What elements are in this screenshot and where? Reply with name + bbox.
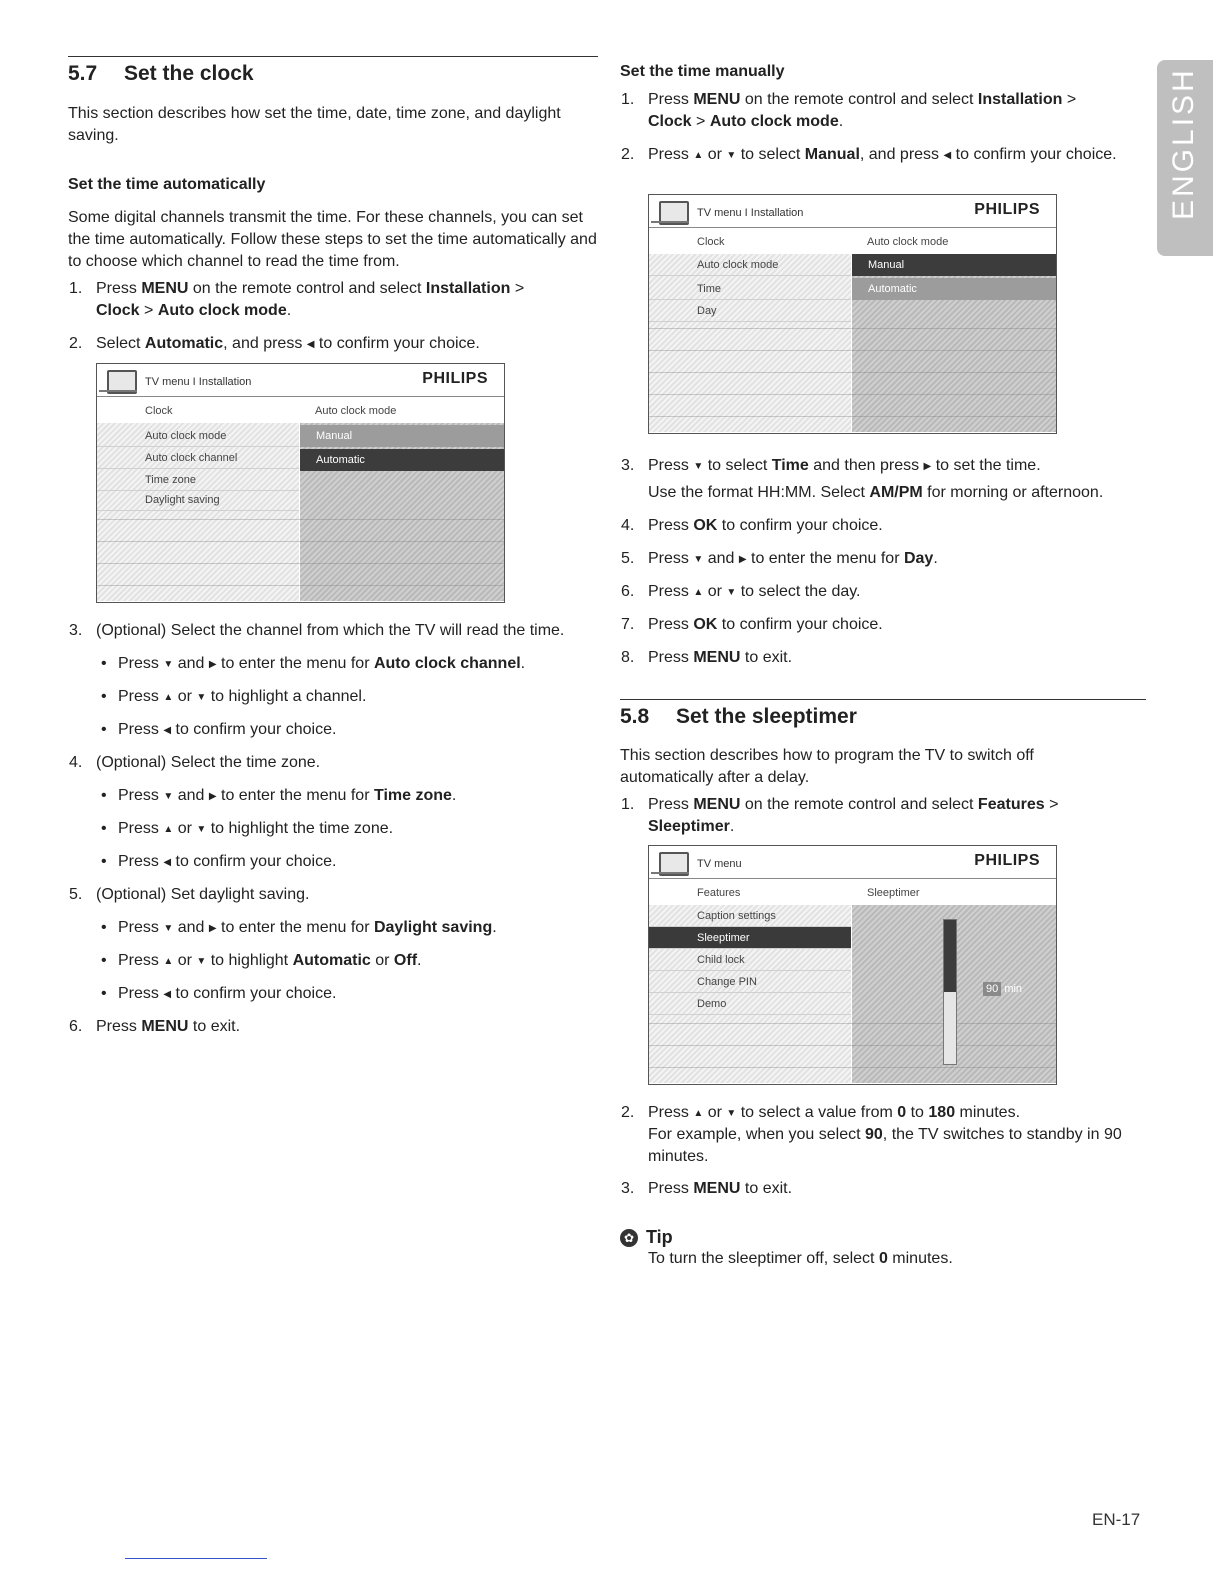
section-title-5-7: 5.7 Set the clock: [68, 62, 254, 85]
page-number: EN-17: [1092, 1510, 1141, 1529]
manual-step-8: 8. Press MENU to exit.: [621, 649, 793, 666]
sleep-step-3: 3. Press MENU to exit.: [621, 1180, 793, 1197]
menu-title: TV menu I Installation: [697, 207, 804, 219]
sleep-step-2-note: For example, when you select 90, the TV switches to standby in 90 minutes.: [648, 1126, 1122, 1165]
subheading-manual: Set the time manually: [620, 63, 785, 80]
auto-step-6: 6. Press MENU to exit.: [69, 1018, 241, 1035]
sleeptimer-slider: [943, 919, 957, 1065]
sleeptimer-slider-fill: [944, 920, 956, 992]
auto-step-4: 4. (Optional) Select the time zone.: [69, 754, 321, 771]
language-side-tab-label: ENGLISH: [1167, 67, 1200, 220]
auto-step-3: 3. (Optional) Select the channel from which the TV will read the time.: [69, 622, 565, 639]
menu-option-selected: Manual: [852, 254, 1056, 276]
bullet: • Press ▼ and ▶ to enter the menu for Auto clock channel.: [101, 655, 526, 672]
section-intro: This section describes how to program the TV to switch off automatically after a delay.: [620, 747, 1034, 786]
auto-step-5: 5. (Optional) Set daylight saving.: [69, 886, 310, 903]
auto-intro: Some digital channels transmit the time. For these channels, you can set the time automatically. Follow these steps to set the time automatically and to choose which channel to read the time from.: [68, 209, 597, 270]
menu-col-1: Clock: [145, 405, 173, 417]
menu-item: Daylight saving: [97, 489, 299, 511]
bullet: • Press ◀ to confirm your choice.: [101, 721, 337, 738]
manual-step-5: 5. Press ▼ and ▶ to enter the menu for Day.: [621, 550, 938, 567]
menu-col-1: Clock: [697, 236, 725, 248]
menu-item: Auto clock mode: [97, 425, 299, 447]
bullet: • Press ▲ or ▼ to highlight a channel.: [101, 688, 367, 705]
bullet: • Press ◀ to confirm your choice.: [101, 853, 337, 870]
manual-step-4: 4. Press OK to confirm your choice.: [621, 517, 883, 534]
menu-item: Demo: [649, 993, 851, 1015]
menu-col-2: Auto clock mode: [867, 236, 949, 248]
menu-option: Automatic: [852, 278, 1056, 300]
bullet: • Press ▼ and ▶ to enter the menu for Daylight saving.: [101, 919, 497, 936]
menu-item: Caption settings: [649, 905, 851, 927]
tip-icon: ✿: [620, 1229, 638, 1247]
subheading-auto: Set the time automatically: [68, 176, 266, 193]
menu-col-2: Sleeptimer: [867, 887, 920, 899]
bullet: • Press ▲ or ▼ to highlight Automatic or Off.: [101, 952, 422, 969]
section-intro: This section describes how set the time, date, time zone, and daylight saving.: [68, 105, 561, 144]
menu-item: Auto clock channel: [97, 447, 299, 469]
auto-step-2: 2. Select Automatic, and press ◀ to confirm your choice.: [69, 335, 480, 352]
section-title-5-8: 5.8 Set the sleeptimer: [620, 705, 857, 728]
menu-col-1: Features: [697, 887, 741, 899]
menu-item-selected: Sleeptimer: [649, 927, 851, 949]
sleeptimer-value: 90 min: [983, 983, 1022, 995]
tip-heading: Tip: [646, 1227, 673, 1247]
menu-item: Time: [649, 278, 851, 300]
bullet: • Press ▼ and ▶ to enter the menu for Time zone.: [101, 787, 457, 804]
menu-option-selected: Automatic: [300, 449, 504, 471]
menu-item: Auto clock mode: [649, 254, 851, 276]
menu-title: TV menu I Installation: [145, 376, 252, 388]
brand-logo: PHILIPS: [974, 852, 1040, 869]
manual-step-2: 2. Press ▲ or ▼ to select Manual, and press ◀ to confirm your choice.: [621, 146, 1117, 163]
brand-logo: PHILIPS: [974, 201, 1040, 218]
manual-step-3: 3. Press ▼ to select Time and then press ▶ to set the time.: [621, 457, 1041, 474]
manual-step-1: 1. Press MENU on the remote control and select Installation > Clock > Auto clock mode.: [621, 91, 1077, 130]
menu-option: Manual: [300, 425, 504, 447]
menu-item: Day: [649, 300, 851, 322]
footer-line: [125, 1558, 267, 1559]
brand-logo: PHILIPS: [422, 370, 488, 387]
section-rule: [68, 56, 598, 57]
bullet: • Press ▲ or ▼ to highlight the time zone.: [101, 820, 394, 837]
manual-step-6: 6. Press ▲ or ▼ to select the day.: [621, 583, 861, 600]
menu-item: Change PIN: [649, 971, 851, 993]
sleep-step-2: 2. Press ▲ or ▼ to select a value from 0 to 180 minutes.: [621, 1104, 1021, 1121]
manual-step-3-note: Use the format HH:MM. Select AM/PM for morning or afternoon.: [648, 484, 1104, 501]
bullet: • Press ◀ to confirm your choice.: [101, 985, 337, 1002]
tv-menu-screenshot-manual: [648, 194, 1057, 434]
tv-menu-screenshot-auto: [96, 363, 505, 603]
menu-item: Time zone: [97, 469, 299, 491]
tip-text: To turn the sleeptimer off, select 0 minutes.: [648, 1250, 953, 1267]
menu-title: TV menu: [697, 858, 742, 870]
sleep-step-1: 1. Press MENU on the remote control and select Features > Sleeptimer.: [621, 796, 1059, 835]
language-side-tab: [1157, 60, 1213, 256]
manual-step-7: 7. Press OK to confirm your choice.: [621, 616, 883, 633]
left-arrow-icon: ◀: [306, 339, 315, 350]
auto-step-1: 1. Press MENU on the remote control and select Installation > Clock > Auto clock mode.: [69, 280, 525, 319]
menu-col-2: Auto clock mode: [315, 405, 397, 417]
tv-menu-screenshot-sleeptimer: [648, 845, 1057, 1085]
section-rule: [620, 699, 1146, 700]
menu-item: Child lock: [649, 949, 851, 971]
